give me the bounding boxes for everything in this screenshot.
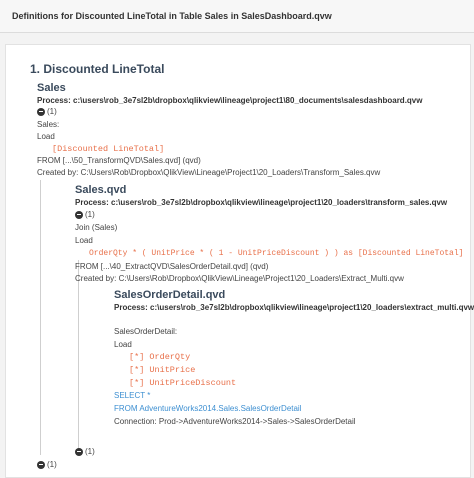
collapse-icon (75, 211, 83, 219)
collapse-icon (37, 461, 45, 469)
header-title: Definitions for Discounted LineTotal in Table Sales in SalesDashboard.qvw (12, 11, 332, 21)
salesqvd-from: FROM [...\40_ExtractQVD\SalesOrderDetail.qvd] (qvd) (75, 262, 269, 271)
collapse-icon (75, 448, 83, 456)
collapse-count: (1) (85, 447, 95, 456)
nest-line-1 (40, 180, 41, 455)
sod-line2: Load (114, 340, 132, 349)
nest-line-2 (78, 260, 79, 450)
sod-title: SalesOrderDetail.qvd (114, 289, 226, 301)
salesqvd-line2: Load (75, 236, 93, 245)
collapse-count: (1) (47, 460, 57, 469)
salesqvd-collapse-toggle[interactable] (75, 210, 95, 219)
salesqvd-expression: OrderQty * ( UnitPrice * ( 1 - UnitPriceDiscount ) ) as [Discounted LineTotal] (89, 249, 464, 258)
salesqvd-process: Process: c:\users\rob_3e7sl2b\dropbox\qlikview\lineage\project1\20_loaders\transform_sales.qvw (75, 198, 448, 207)
sod-field-2: [*] UnitPrice (129, 365, 196, 375)
sales-from: FROM [...\50_TransformQVD\Sales.qvd] (qvd) (37, 156, 201, 165)
sod-from: FROM AdventureWorks2014.Sales.SalesOrderDetail (114, 404, 302, 413)
collapse-toggle-level1[interactable] (37, 460, 57, 469)
sod-select: SELECT * (114, 391, 151, 400)
sales-collapse-toggle[interactable] (37, 107, 57, 116)
salesqvd-created-by: Created by: C:\Users\Rob\Dropbox\QlikView\Lineage\Project1\20_Loaders\Extract_Multi.qvw (75, 274, 404, 283)
sod-process: Process: c:\users\rob_3e7sl2b\dropbox\qlikview\lineage\project1\20_loaders\extract_multi.qvw (114, 303, 474, 312)
sales-process: Process: c:\users\rob_3e7sl2b\dropbox\qlikview\lineage\project1\80_documents\salesdashboard.qvw (37, 96, 423, 105)
section-title: 1. Discounted LineTotal (30, 62, 165, 76)
sales-line2: Load (37, 132, 55, 141)
sales-created-by: Created by: C:\Users\Rob\Dropbox\QlikView\Lineage\Project1\20_Loaders\Transform_Sales.qvw (37, 168, 381, 177)
collapse-count: (1) (47, 107, 57, 116)
collapse-count: (1) (85, 210, 95, 219)
sod-line1: SalesOrderDetail: (114, 327, 178, 336)
sod-field-3: [*] UnitPriceDiscount (129, 378, 237, 388)
collapse-icon (37, 108, 45, 116)
salesqvd-title: Sales.qvd (75, 184, 127, 196)
sod-connection: Connection: Prod->AdventureWorks2014->Sales->SalesOrderDetail (114, 417, 356, 426)
sales-title: Sales (37, 82, 66, 94)
sod-field-1: [*] OrderQty (129, 352, 191, 362)
sales-field: [Discounted LineTotal] (52, 144, 165, 154)
collapse-toggle-level2[interactable] (75, 447, 95, 456)
dialog-header (0, 0, 474, 33)
salesqvd-line1: Join (Sales) (75, 223, 118, 232)
sales-line1: Sales: (37, 120, 60, 129)
